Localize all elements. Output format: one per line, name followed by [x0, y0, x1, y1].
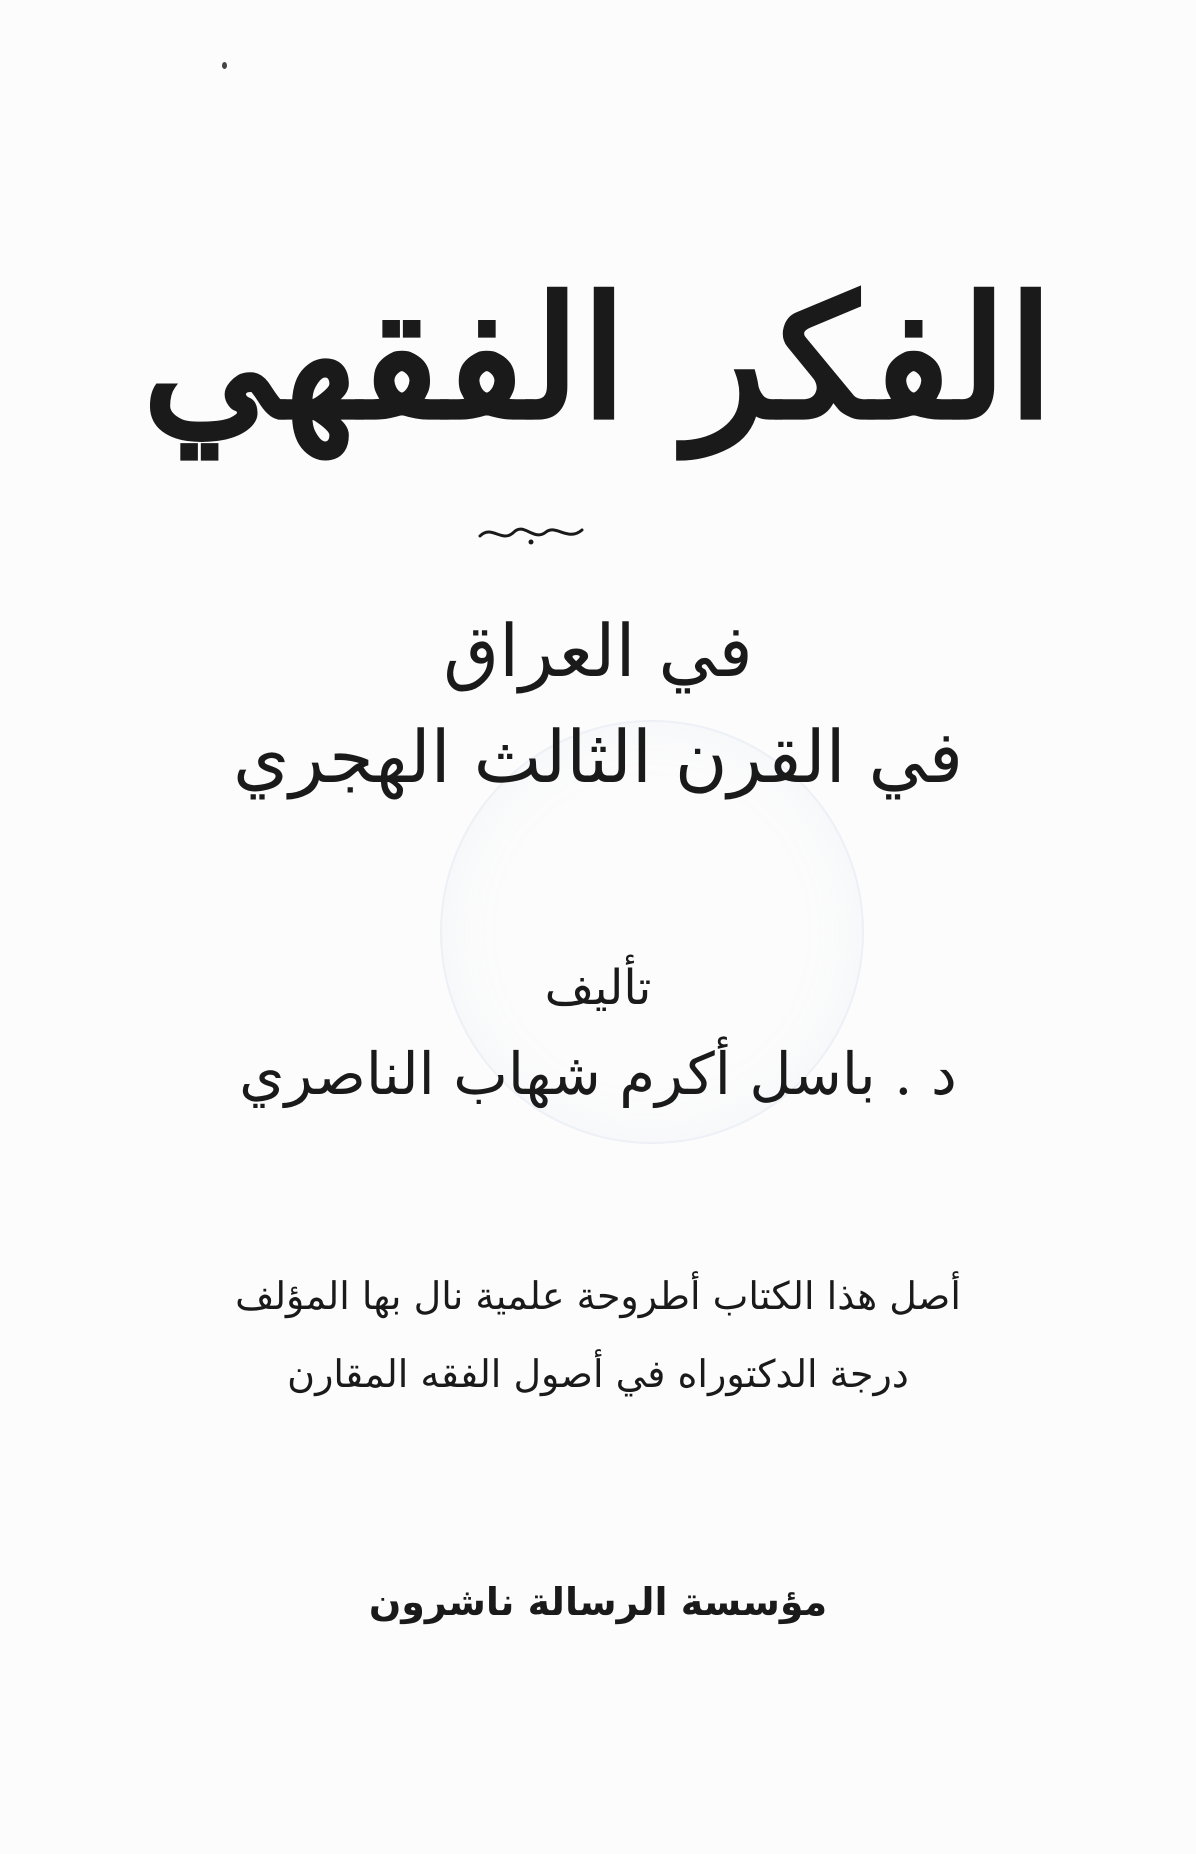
- ink-speck: [222, 62, 227, 69]
- book-subtitle-line-1: في العراق: [443, 609, 753, 693]
- dissertation-note-line-2: درجة الدكتوراه في أصول الفقه المقارن: [287, 1352, 909, 1396]
- dissertation-note-line-1: أصل هذا الكتاب أطروحة علمية نال بها المؤلف: [235, 1274, 961, 1318]
- publisher-name: مؤسسة الرسالة ناشرون: [368, 1580, 828, 1624]
- author-name: د . باسل أكرم شهاب الناصري: [239, 1040, 957, 1108]
- title-ornament-icon: [476, 520, 586, 546]
- book-title: الفكر الفقهي: [141, 259, 1055, 457]
- authorship-label: تأليف: [544, 960, 652, 1016]
- book-subtitle-line-2: في القرن الثالث الهجري: [233, 715, 963, 799]
